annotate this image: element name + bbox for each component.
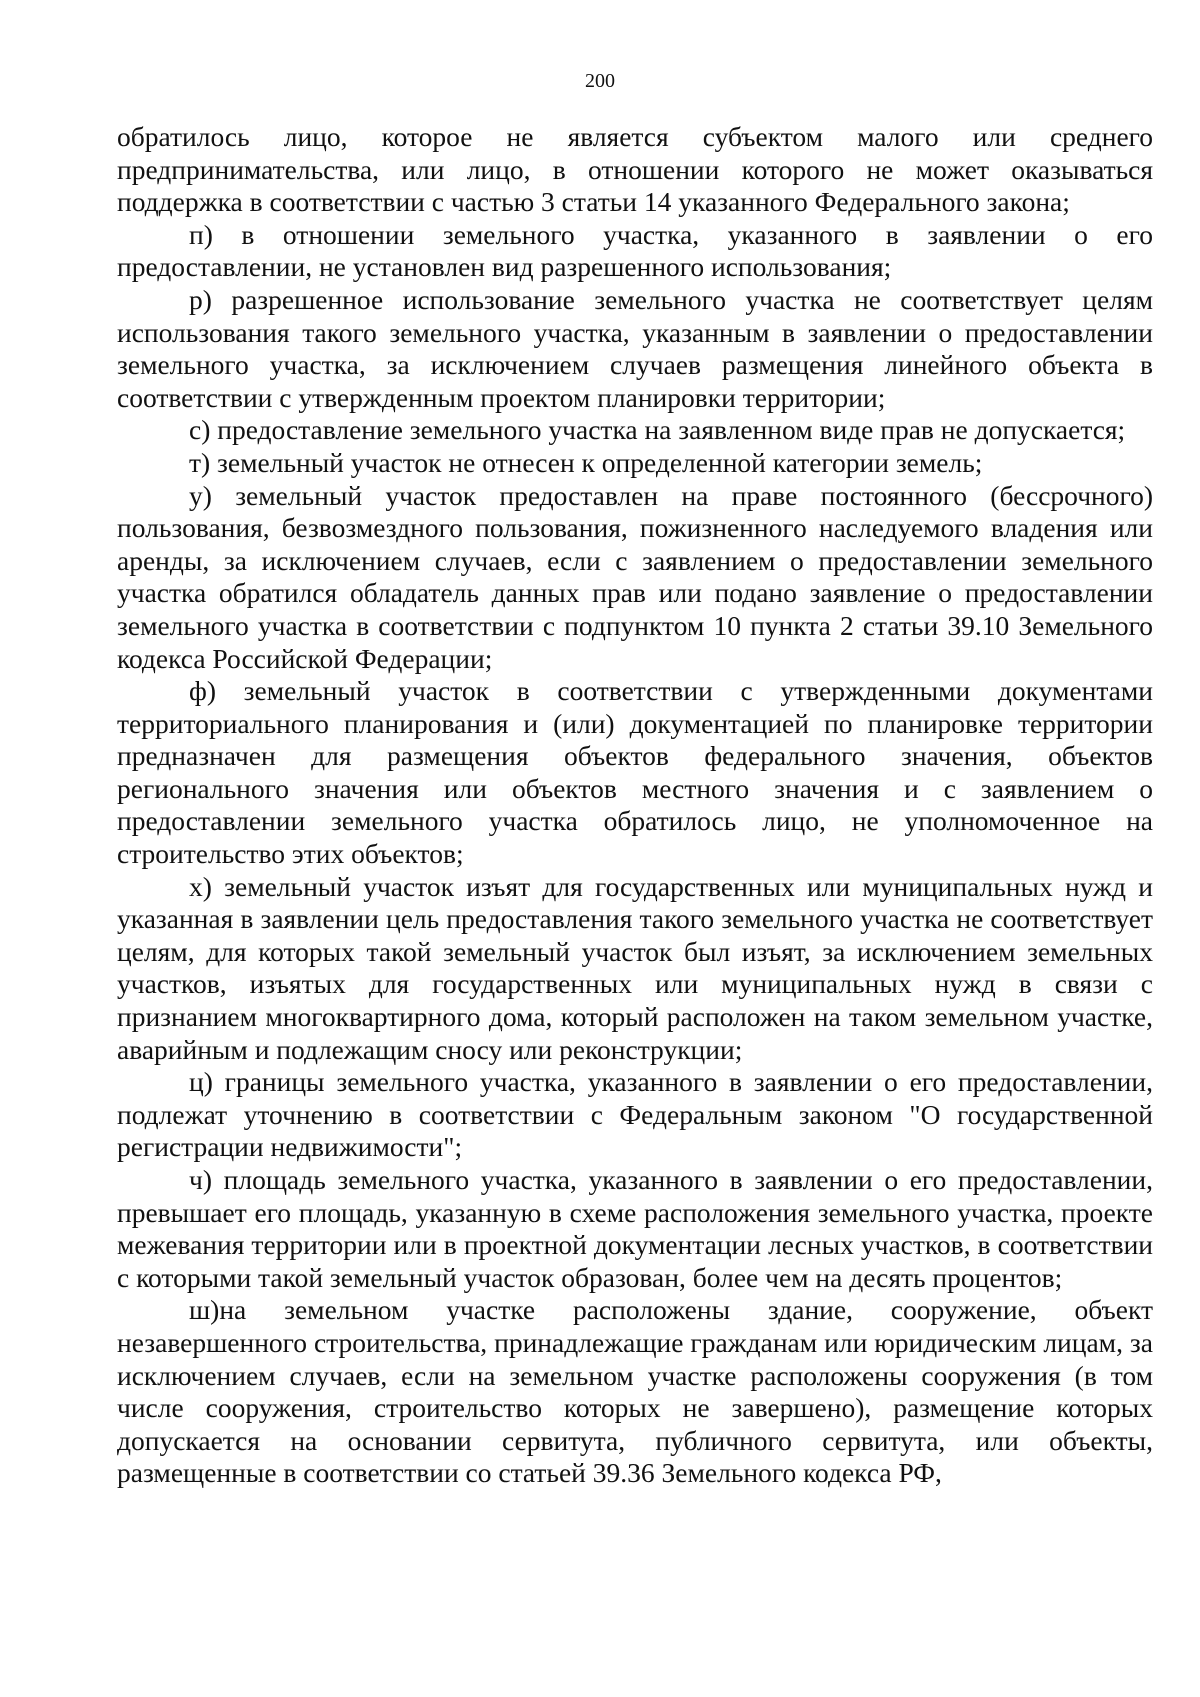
list-item-ts: ц) границы земельного участка, указанного в заявлении о его предоставлении, подлежат уточнению в соответствии с Федеральным законом "О государственной регистрации недвижимости";	[117, 1066, 1153, 1163]
list-item-t: т) земельный участок не отнесен к определенной категории земель;	[189, 446, 983, 478]
list-item-p: п) в отношении земельного участка, указанного в заявлении о его предоставлении, не установлен вид разрешенного использования;	[117, 218, 1153, 283]
list-item-kh: х) земельный участок изъят для государственных или муниципальных нужд и указанная в заявлении цель предоставления такого земельного участка не соответствует целям, для которых такой земельный участок был изъят, за исключением земельных участков, изъятых для государственных или муниципальных нужд в связи с признанием многоквартирного дома, который расположен на таком земельном участке, аварийным и подлежащим сносу или реконструкции;	[117, 870, 1153, 1065]
list-item-sh: ш)на земельном участке расположены здание, сооружение, объект незавершенного строительства, принадлежащие гражданам или юридическим лицам, за исключением случаев, если на земельном участке расположены сооружения (в том числе сооружения, строительство которых не завершено), размещение которых допускается на основании сервитута, публичного сервитута, или объекты, размещенные в соответствии со статьей 39.36 Земельного кодекса РФ,	[117, 1294, 1153, 1489]
list-item-s: с) предоставление земельного участка на заявленном виде прав не допускается;	[189, 414, 1126, 446]
list-item-ch: ч) площадь земельного участка, указанного в заявлении о его предоставлении, превышает его площадь, указанную в схеме расположения земельного участка, проекте межевания территории или в проектной документации лесных участков, в соответствии с которыми такой земельный участок образован, более чем на десять процентов;	[117, 1164, 1153, 1293]
paragraph-continuation: обратилось лицо, которое не является субъектом малого или среднего предпринимательства, или лицо, в отношении которого не может оказываться поддержка в соответствии с частью 3 статьи 14 указанного Федерального закона;	[117, 121, 1153, 218]
list-item-r: р) разрешенное использование земельного участка не соответствует целям использования такого земельного участка, указанным в заявлении о предоставлении земельного участка, за исключением случаев размещения линейного объекта в соответствии с утвержденным проектом планировки территории;	[117, 283, 1153, 413]
document-body	[117, 121, 1153, 1490]
page-number: 200	[585, 70, 615, 92]
list-item-u: у) земельный участок предоставлен на праве постоянного (бессрочного) пользования, безвозмездного пользования, пожизненного наследуемого владения или аренды, за исключением случаев, если с заявлением о предоставлении земельного участка обратился обладатель данных прав или подано заявление о предоставлении земельного участка в соответствии с подпунктом 10 пункта 2 статьи 39.10 Земельного кодекса Российской Федерации;	[117, 479, 1153, 674]
list-item-f: ф) земельный участок в соответствии с утвержденными документами территориального планирования и (или) документацией по планировке территории предназначен для размещения объектов федерального значения, объектов регионального значения или объектов местного значения и с заявлением о предоставлении земельного участка обратилось лицо, не уполномоченное на строительство этих объектов;	[117, 675, 1153, 870]
